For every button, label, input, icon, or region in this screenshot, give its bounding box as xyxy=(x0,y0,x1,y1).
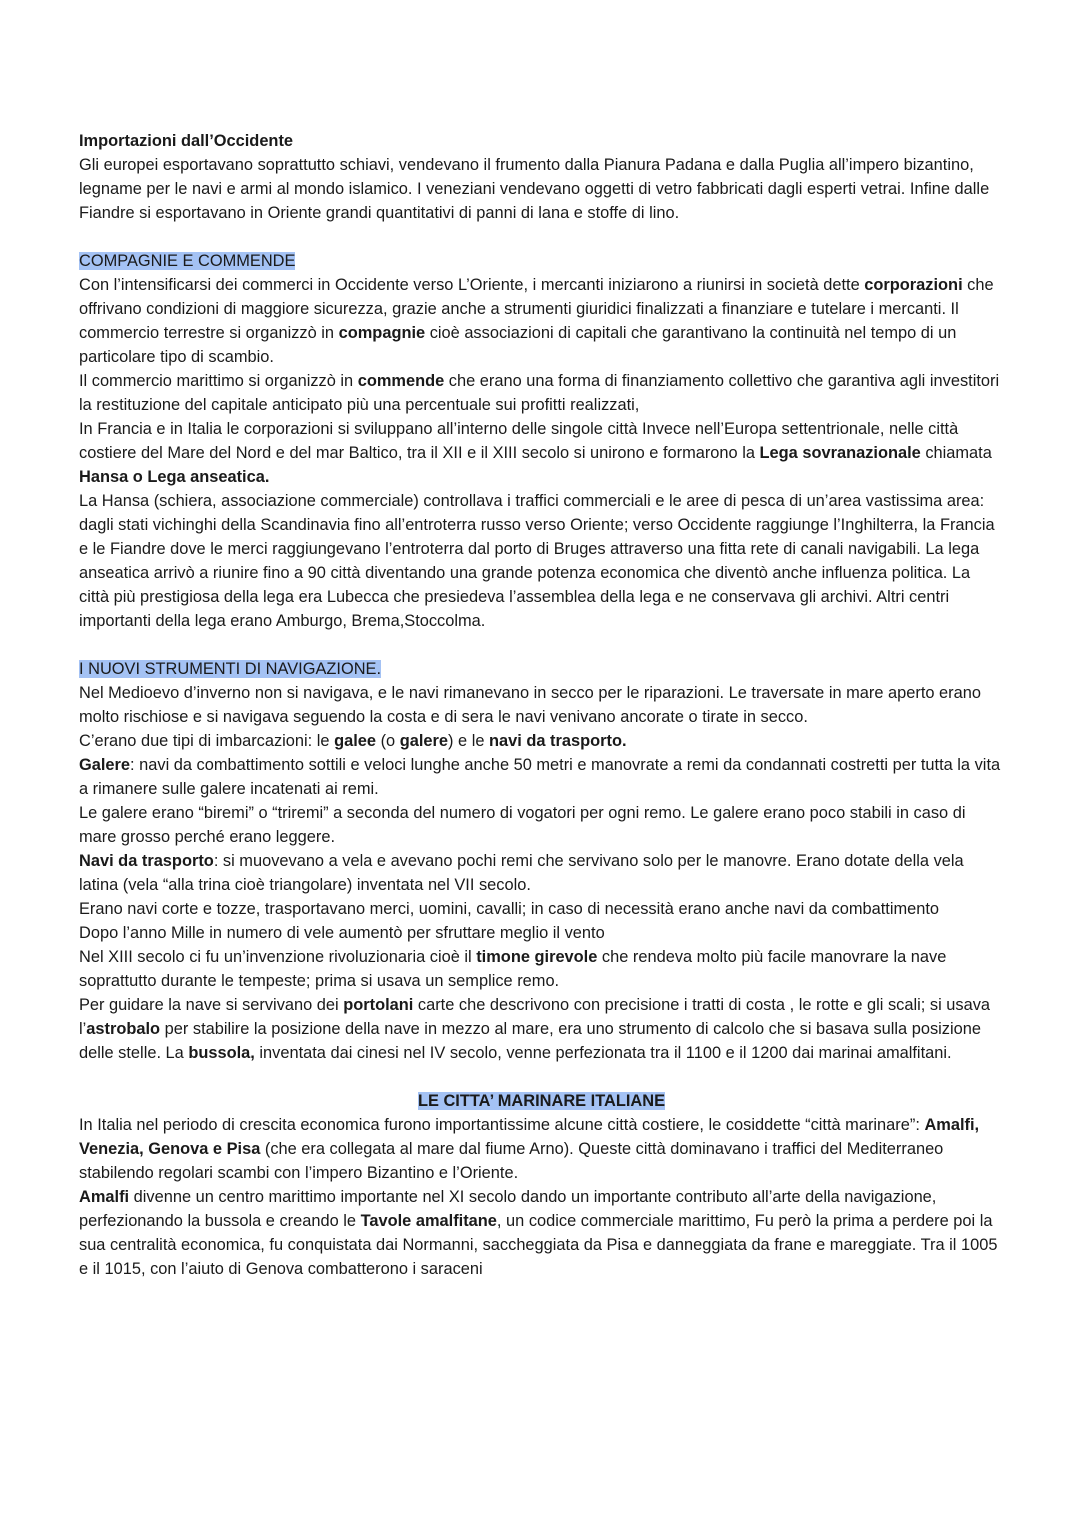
paragraph xyxy=(79,729,1004,753)
bold-term: astrobalo xyxy=(86,1020,161,1038)
text-run: che offrivano condizioni di maggiore sicurezza, grazie anche a strumenti giuridici finalizzati a finanziare e tutelare i mercanti. Il commercio terrestre si organizzò in xyxy=(79,276,994,342)
section-importazioni xyxy=(79,129,1004,225)
text-run: divenne un centro marittimo importante nel XI secolo dando un importante contributo all’arte della navigazione, perfezionando la bussola e creando le xyxy=(79,1188,937,1230)
paragraph xyxy=(79,681,1004,729)
bold-term: portolani xyxy=(343,996,414,1014)
text-run: La Hansa (schiera, associazione commerciale) controllava i traffici commerciali e le aree di pesca di un’area vastissima area: dagli stati vichinghi della Scandinavia fino all’entroterra russo verso Oriente; verso Occidente raggiunge l’Inghilterra, la Francia e le Fiandre dove le merci raggiungevano l’entroterra dal porto di Bruges attraverso una fitta rete di canali navigabili. La lega anseatica arrivò a riunire fino a 90 città diventando una grande potenza economica che diventò anche influenza politica. La città più prestigiosa della lega era Lubecca che presiedeva l’assemblea della lega e ne conservava gli archivi. Altri centri importanti della lega erano Amburgo, Brema,Stoccolma. xyxy=(79,492,995,630)
text-run: carte che descrivono con precisione i tratti di costa , le rotte e gli scali; si usava l’ xyxy=(79,996,991,1038)
bold-term: Navi da trasporto xyxy=(79,852,214,870)
paragraph xyxy=(79,945,1004,993)
bold-term: Amalfi, Venezia, Genova e Pisa xyxy=(79,1116,980,1158)
text-run: , un codice commerciale marittimo, Fu però la prima a perdere poi la sua centralità economica, fu conquistata dai Normanni, saccheggiata da Pisa e danneggiata da frane e mareggiate. Tra il 1005 e il 1015, con l’aiuto di Genova combatterono i saraceni xyxy=(79,1212,998,1278)
bold-term: galee xyxy=(334,732,377,750)
paragraph xyxy=(79,897,1004,921)
paragraph xyxy=(79,273,1004,369)
bold-term: navi da trasporto. xyxy=(489,732,627,750)
paragraph-spacer xyxy=(79,1065,1004,1089)
section-heading: Importazioni dall’Occidente xyxy=(79,132,294,150)
paragraph-spacer xyxy=(79,633,1004,657)
text-run: (o xyxy=(376,732,400,750)
text-run: che erano una forma di finanziamento collettivo che garantiva agli investitori la restituzione del capitale anticipato più una percentuale sui profitti realizzati, xyxy=(79,372,1000,414)
section-heading: I NUOVI STRUMENTI DI NAVIGAZIONE. xyxy=(79,660,382,678)
text-run: : si muovevano a vela e avevano pochi remi che servivano solo per le manovre. Erano dotate della vela latina (vela “alla trina cioè triangolare) inventata nel VII secolo. xyxy=(79,852,964,894)
text-run: In Francia e in Italia le corporazioni si sviluppano all’interno delle singole città Invece nell’Europa settentrionale, nelle città costiere del Mare del Nord e del mar Baltico, tra il XII e il XIII secolo si unirono e formarono la xyxy=(79,420,959,462)
text-run: chiamata xyxy=(920,444,992,462)
bold-term: timone girevole xyxy=(476,948,598,966)
text-run: (che era collegata al mare dal fiume Arno). Queste città dominavano i traffici del Mediterraneo stabilendo regolari scambi con l’impero Bizantino e l’Oriente. xyxy=(79,1140,944,1182)
bold-term: Amalfi xyxy=(79,1188,130,1206)
bold-term: corporazioni xyxy=(864,276,963,294)
paragraph xyxy=(79,153,1004,225)
paragraph xyxy=(79,489,1004,633)
bold-term: galere xyxy=(399,732,449,750)
paragraph xyxy=(79,849,1004,897)
text-run: cioè associazioni di capitali che garantivano la continuità nel tempo di un particolare tipo di scambio. xyxy=(79,324,957,366)
text-run: In Italia nel periodo di crescita economica furono importantissime alcune città costiere, le cosiddette “città marinare”: xyxy=(79,1116,925,1134)
section-compagnie-e-commende xyxy=(79,249,1004,633)
text-run: che rendeva molto più facile manovrare la nave soprattutto durante le tempeste; prima si usava un semplice remo. xyxy=(79,948,947,990)
text-run: : navi da combattimento sottili e veloci lunghe anche 50 metri e manovrate a remi da condannati costretti per tutta la vita a rimanere sulle galere incatenati ai remi. xyxy=(79,756,1001,798)
text-run: inventata dai cinesi nel IV secolo, venne perfezionata tra il 1100 e il 1200 dai marinai amalfitani. xyxy=(254,1044,952,1062)
text-run: Con l’intensificarsi dei commerci in Occidente verso L’Oriente, i mercanti iniziarono a riunirsi in società dette xyxy=(79,276,865,294)
bold-term: Lega sovranazionale xyxy=(759,444,921,462)
bold-term: commende xyxy=(357,372,445,390)
text-run: Erano navi corte e tozze, trasportavano merci, uomini, cavalli; in caso di necessità erano anche navi da combattimento xyxy=(79,900,940,918)
section-heading: COMPAGNIE E COMMENDE xyxy=(79,252,296,270)
text-run: Nel XIII secolo ci fu un’invenzione rivoluzionaria cioè il xyxy=(79,948,477,966)
bold-term: Tavole amalfitane xyxy=(360,1212,497,1230)
text-run: Dopo l’anno Mille in numero di vele aumentò per sfruttare meglio il vento xyxy=(79,924,605,942)
text-run: Per guidare la nave si servivano dei xyxy=(79,996,344,1014)
text-run: Gli europei esportavano soprattutto schiavi, vendevano il frumento dalla Pianura Padana e dalla Puglia all’impero bizantino, legname per le navi e armi al mondo islamico. I veneziani vendevano oggetti di vetro fabbricati dagli esperti vetrai. Infine dalle Fiandre si esportavano in Oriente grandi quantitativi di panni di lana e stoffe di lino. xyxy=(79,156,990,222)
text-run: ) e le xyxy=(448,732,490,750)
paragraph xyxy=(79,801,1004,849)
text-run: Le galere erano “biremi” o “triremi” a seconda del numero di vogatori per ogni remo. Le galere erano poco stabili in caso di mare grosso perché erano leggere. xyxy=(79,804,966,846)
text-run: C’erano due tipi di imbarcazioni: le xyxy=(79,732,335,750)
bold-term: bussola, xyxy=(188,1044,255,1062)
paragraph xyxy=(79,1113,1004,1185)
paragraph xyxy=(79,417,1004,489)
paragraph xyxy=(79,921,1004,945)
paragraph xyxy=(79,753,1004,801)
paragraph xyxy=(79,369,1004,417)
paragraph xyxy=(79,993,1004,1065)
bold-term: Galere xyxy=(79,756,131,774)
document-page xyxy=(79,129,1004,1281)
section-strumenti-navigazione xyxy=(79,657,1004,1065)
section-heading: LE CITTA’ MARINARE ITALIANE xyxy=(417,1092,666,1110)
text-run: Il commercio marittimo si organizzò in xyxy=(79,372,358,390)
bold-term: compagnie xyxy=(338,324,426,342)
section-citta-marinare xyxy=(79,1089,1004,1281)
bold-term: Hansa o Lega anseatica. xyxy=(79,468,270,486)
text-run: Nel Medioevo d’inverno non si navigava, e le navi rimanevano in secco per le riparazioni. Le traversate in mare aperto erano molto rischiose e si navigava seguendo la costa e di sera le navi venivano ancorate o tirate in secco. xyxy=(79,684,981,726)
paragraph xyxy=(79,1185,1004,1281)
text-run: per stabilire la posizione della nave in mezzo al mare, era uno strumento di calcolo che si basava sulla posizione delle stelle. La xyxy=(79,1020,981,1062)
paragraph-spacer xyxy=(79,225,1004,249)
